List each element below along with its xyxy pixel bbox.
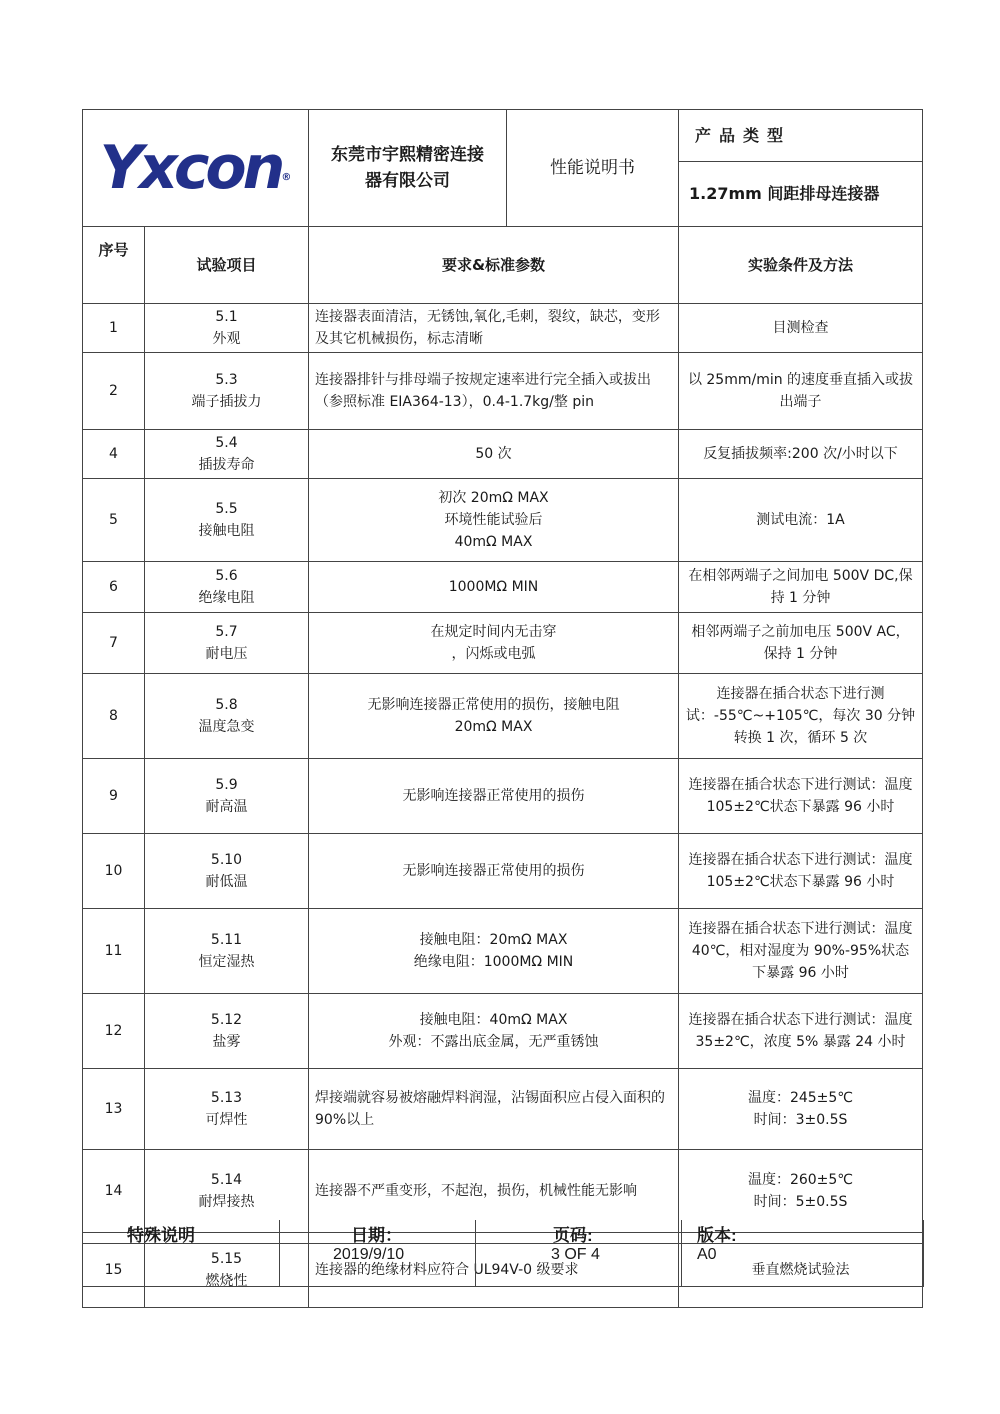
- table-row: [83, 613, 923, 674]
- method-line: 温度：260±5℃: [747, 1172, 854, 1188]
- item-name: 燃烧性: [205, 1273, 248, 1289]
- method-line: 温度：245±5℃: [747, 1090, 854, 1106]
- requirement-line: 20mΩ MAX: [454, 719, 533, 735]
- row-item: [145, 562, 309, 613]
- row-seq: 15: [83, 1233, 145, 1308]
- item-name: 耐高温: [205, 799, 248, 815]
- table-row: [83, 674, 923, 759]
- row-requirement: 连接器表面清洁，无锈蚀,氧化,毛刺，裂纹，缺芯，变形及其它机械损伤，标志清晰: [309, 304, 679, 353]
- row-requirement: 50 次: [309, 430, 679, 479]
- item-code: 5.11: [210, 932, 243, 948]
- footer-separator: [475, 1220, 476, 1286]
- row-seq: 6: [83, 562, 145, 613]
- row-requirement: [309, 674, 679, 759]
- requirement-line: ，闪烁或电弧: [451, 646, 536, 662]
- row-item: [145, 759, 309, 834]
- row-method: 垂直燃烧试验法: [679, 1233, 923, 1308]
- column-header-item: 试验项目: [145, 227, 309, 304]
- row-item: [145, 909, 309, 994]
- requirement-line: 绝缘电阻：1000MΩ MIN: [413, 954, 574, 970]
- requirement-line: 外观：不露出底金属，无严重锈蚀: [388, 1034, 599, 1050]
- company-line-2: 器有限公司: [365, 171, 450, 191]
- requirement-line: 无影响连接器正常使用的损伤，接触电阻: [367, 697, 620, 713]
- requirement-line: 接触电阻：20mΩ MAX: [419, 932, 568, 948]
- item-name: 可焊性: [205, 1112, 248, 1128]
- company-logo: Yxcon®: [99, 133, 292, 203]
- table-row: [83, 562, 923, 613]
- test-rows: [83, 304, 923, 1308]
- requirement-line: 环境性能试验后: [444, 512, 543, 528]
- column-header-row: [83, 227, 923, 304]
- row-item: [145, 674, 309, 759]
- table-row: [83, 909, 923, 994]
- title-row: [83, 110, 923, 162]
- row-seq: 5: [83, 479, 145, 562]
- row-item: [145, 353, 309, 430]
- spec-table: [82, 109, 923, 1308]
- item-code: 5.5: [215, 501, 238, 517]
- item-code: 5.1: [215, 309, 238, 325]
- method-line: 时间：5±0.5S: [753, 1194, 848, 1210]
- table-row: [83, 353, 923, 430]
- footer-divider: [83, 1243, 923, 1244]
- item-name: 温度急变: [198, 719, 255, 735]
- item-name: 盐雾: [212, 1034, 241, 1050]
- row-method: 在相邻两端子之间加电 500V DC,保持 1 分钟: [679, 562, 923, 613]
- spec-sheet: [82, 109, 922, 1308]
- row-method: 目测检查: [679, 304, 923, 353]
- row-requirement: 无影响连接器正常使用的损伤: [309, 759, 679, 834]
- column-header-seq: 序号: [83, 227, 145, 304]
- item-name: 耐低温: [205, 874, 248, 890]
- row-item: [145, 479, 309, 562]
- row-method: 连接器在插合状态下进行测试：-55℃~+105℃，每次 30 分钟转换 1 次，循环 5 次: [679, 674, 923, 759]
- row-requirement: 连接器排针与排母端子按规定速率进行完全插入或拔出（参照标准 EIA364-13），0.4-1.7kg/整 pin: [309, 353, 679, 430]
- logo-cell: [83, 110, 309, 227]
- item-code: 5.13: [210, 1090, 243, 1106]
- item-name: 恒定湿热: [198, 954, 255, 970]
- item-code: 5.6: [215, 568, 238, 584]
- row-seq: 9: [83, 759, 145, 834]
- version-value: A0: [697, 1246, 717, 1263]
- row-method: 连接器在插合状态下进行测试：温度 105±2℃状态下暴露 96 小时: [679, 834, 923, 909]
- date-value: 2019/9/10: [333, 1246, 405, 1263]
- requirement-line: 接触电阻：40mΩ MAX: [419, 1012, 568, 1028]
- row-method: 连接器在插合状态下进行测试：温度 105±2℃状态下暴露 96 小时: [679, 759, 923, 834]
- row-item: [145, 430, 309, 479]
- row-seq: 13: [83, 1069, 145, 1150]
- row-seq: 1: [83, 304, 145, 353]
- row-method: [679, 1069, 923, 1150]
- product-type-label: 产品类型: [679, 110, 923, 162]
- footer: [82, 1220, 924, 1287]
- row-seq: 7: [83, 613, 145, 674]
- item-code: 5.9: [215, 777, 238, 793]
- footer-separator: [279, 1220, 280, 1286]
- item-code: 5.12: [210, 1012, 243, 1028]
- row-seq: 8: [83, 674, 145, 759]
- row-seq: 4: [83, 430, 145, 479]
- row-item: [145, 304, 309, 353]
- company-name: [309, 110, 507, 227]
- item-code: 5.10: [210, 852, 243, 868]
- item-name: 端子插拔力: [191, 394, 262, 410]
- table-row: [83, 759, 923, 834]
- company-line-1: 东莞市宇熙精密连接: [331, 145, 484, 165]
- row-item: [145, 1069, 309, 1150]
- row-requirement: 焊接端就容易被熔融焊料润湿，沾锡面积应占侵入面积的 90%以上: [309, 1069, 679, 1150]
- table-row: [83, 994, 923, 1069]
- table-row: [83, 1069, 923, 1150]
- row-method: 反复插拔频率:200 次/小时以下: [679, 430, 923, 479]
- page-value: 3 OF 4: [551, 1246, 600, 1263]
- item-name: 接触电阻: [198, 523, 255, 539]
- table-row: [83, 304, 923, 353]
- row-requirement: 连接器不严重变形，不起泡，损伤，机械性能无影响: [309, 1150, 679, 1233]
- table-row: [83, 834, 923, 909]
- method-line: 时间：3±0.5S: [753, 1112, 848, 1128]
- row-item: [145, 834, 309, 909]
- row-method: 相邻两端子之前加电压 500V AC，保持 1 分钟: [679, 613, 923, 674]
- special-notes-label: 特殊说明: [127, 1226, 195, 1245]
- row-requirement: [309, 613, 679, 674]
- column-header-method: 实验条件及方法: [679, 227, 923, 304]
- requirement-line: 初次 20mΩ MAX: [438, 490, 549, 506]
- table-row: [83, 479, 923, 562]
- version-label: 版本:: [697, 1226, 737, 1245]
- row-method: 测试电流：1A: [679, 479, 923, 562]
- row-requirement: 无影响连接器正常使用的损伤: [309, 834, 679, 909]
- row-requirement: 连接器的绝缘材料应符合 UL94V-0 级要求: [309, 1233, 679, 1308]
- requirement-line: 在规定时间内无击穿: [430, 624, 557, 640]
- item-code: 5.14: [210, 1172, 243, 1188]
- column-header-requirement: 要求&标准参数: [309, 227, 679, 304]
- item-name: 绝缘电阻: [198, 590, 255, 606]
- row-requirement: 1000MΩ MIN: [309, 562, 679, 613]
- row-method: 以 25mm/min 的速度垂直插入或拔出端子: [679, 353, 923, 430]
- page-label: 页码:: [553, 1226, 593, 1245]
- document-title: 性能说明书: [507, 110, 679, 227]
- row-requirement: [309, 909, 679, 994]
- item-name: 外观: [212, 331, 241, 347]
- item-code: 5.15: [210, 1251, 243, 1267]
- item-code: 5.3: [215, 372, 238, 388]
- item-code: 5.7: [215, 624, 238, 640]
- row-requirement: [309, 994, 679, 1069]
- item-code: 5.8: [215, 697, 238, 713]
- row-seq: 14: [83, 1150, 145, 1233]
- row-method: 连接器在插合状态下进行测试：温度 35±2℃，浓度 5% 暴露 24 小时: [679, 994, 923, 1069]
- item-code: 5.4: [215, 435, 238, 451]
- item-name: 耐电压: [205, 646, 248, 662]
- footer-separator: [681, 1220, 682, 1286]
- item-name: 耐焊接热: [198, 1194, 255, 1210]
- date-label: 日期：: [351, 1226, 402, 1245]
- row-requirement: [309, 479, 679, 562]
- item-name: 插拔寿命: [198, 457, 255, 473]
- row-item: [145, 994, 309, 1069]
- row-seq: 12: [83, 994, 145, 1069]
- row-seq: 10: [83, 834, 145, 909]
- row-method: 连接器在插合状态下进行测试：温度 40℃，相对湿度为 90%-95%状态下暴露 96 小时: [679, 909, 923, 994]
- row-seq: 11: [83, 909, 145, 994]
- product-type-value: 1.27mm 间距排母连接器: [679, 162, 923, 227]
- row-item: [145, 613, 309, 674]
- row-seq: 2: [83, 353, 145, 430]
- table-row: [83, 430, 923, 479]
- requirement-line: 40mΩ MAX: [454, 534, 533, 550]
